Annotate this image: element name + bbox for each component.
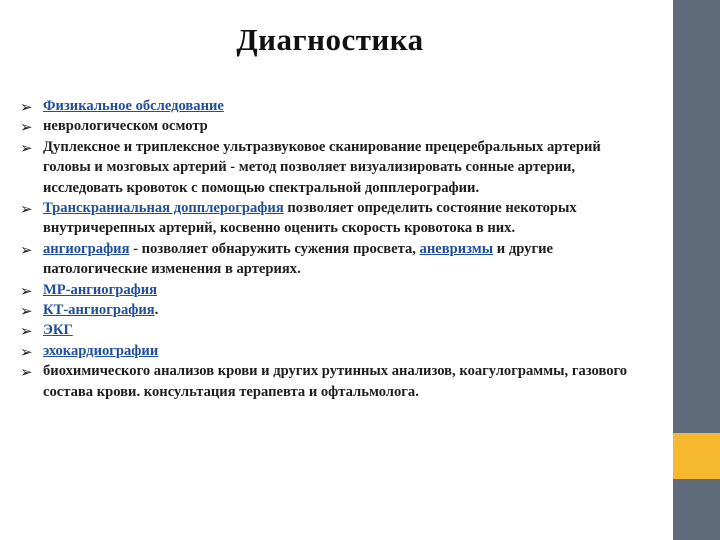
item-text: Дуплексное и триплексное ультразвуковое сканирование прецеребральных артерий головы и мозговых артерий - метод позволяет визуализировать сонные артерии, исследовать кровоток с помощью спектральной допплерографии. [43,138,601,196]
list-item [20,137,640,198]
list-item [20,341,640,361]
bullet-list [20,96,640,402]
arrow-bullet-icon: ➢ [20,98,33,116]
link-mr-angiography[interactable]: МР-ангиография [43,281,158,298]
link-ecg[interactable]: ЭКГ [43,322,73,339]
link-transcranial-doppler[interactable]: Транскраниальная допплерография [43,200,284,217]
item-text: позволяет определить состояние некоторых внутричерепных артерий, косвенно оценить скорость кровотока в них. [43,200,577,237]
item-text: и другие патологические изменения в артериях. [43,240,553,278]
item-text: неврологическом осмотр [43,118,208,135]
link-physical-exam[interactable]: Физикальное обследование [43,98,224,114]
link-ct-angiography[interactable]: КТ-ангиография [43,302,155,319]
arrow-bullet-icon: ➢ [20,240,33,259]
list-item [20,96,640,116]
link-echocardiography[interactable]: эхокардиографии [43,342,159,359]
arrow-bullet-icon: ➢ [20,200,33,219]
item-text: биохимического анализов крови и других рутинных анализов, коагулограммы, газового состава крови. консультация терапевта и офтальмолога. [43,363,628,400]
link-angiography[interactable]: ангиография [43,240,130,257]
item-text: - позволяет обнаружить сужения просвета, [129,240,420,257]
list-item [20,320,640,340]
arrow-bullet-icon: ➢ [20,138,33,157]
side-accent [673,433,720,479]
list-item [20,361,640,402]
list-item [20,239,640,280]
arrow-bullet-icon: ➢ [20,342,33,361]
list-item [20,280,640,300]
link-aneurysms[interactable]: аневризмы [419,240,494,257]
arrow-bullet-icon: ➢ [20,302,33,321]
slide-title: Диагностика [236,22,424,57]
list-item [20,116,640,136]
list-item [20,300,640,320]
item-text: . [154,302,159,319]
arrow-bullet-icon: ➢ [20,118,33,137]
list-item [20,198,640,239]
arrow-bullet-icon: ➢ [20,363,33,382]
arrow-bullet-icon: ➢ [20,281,33,300]
arrow-bullet-icon: ➢ [20,322,33,341]
